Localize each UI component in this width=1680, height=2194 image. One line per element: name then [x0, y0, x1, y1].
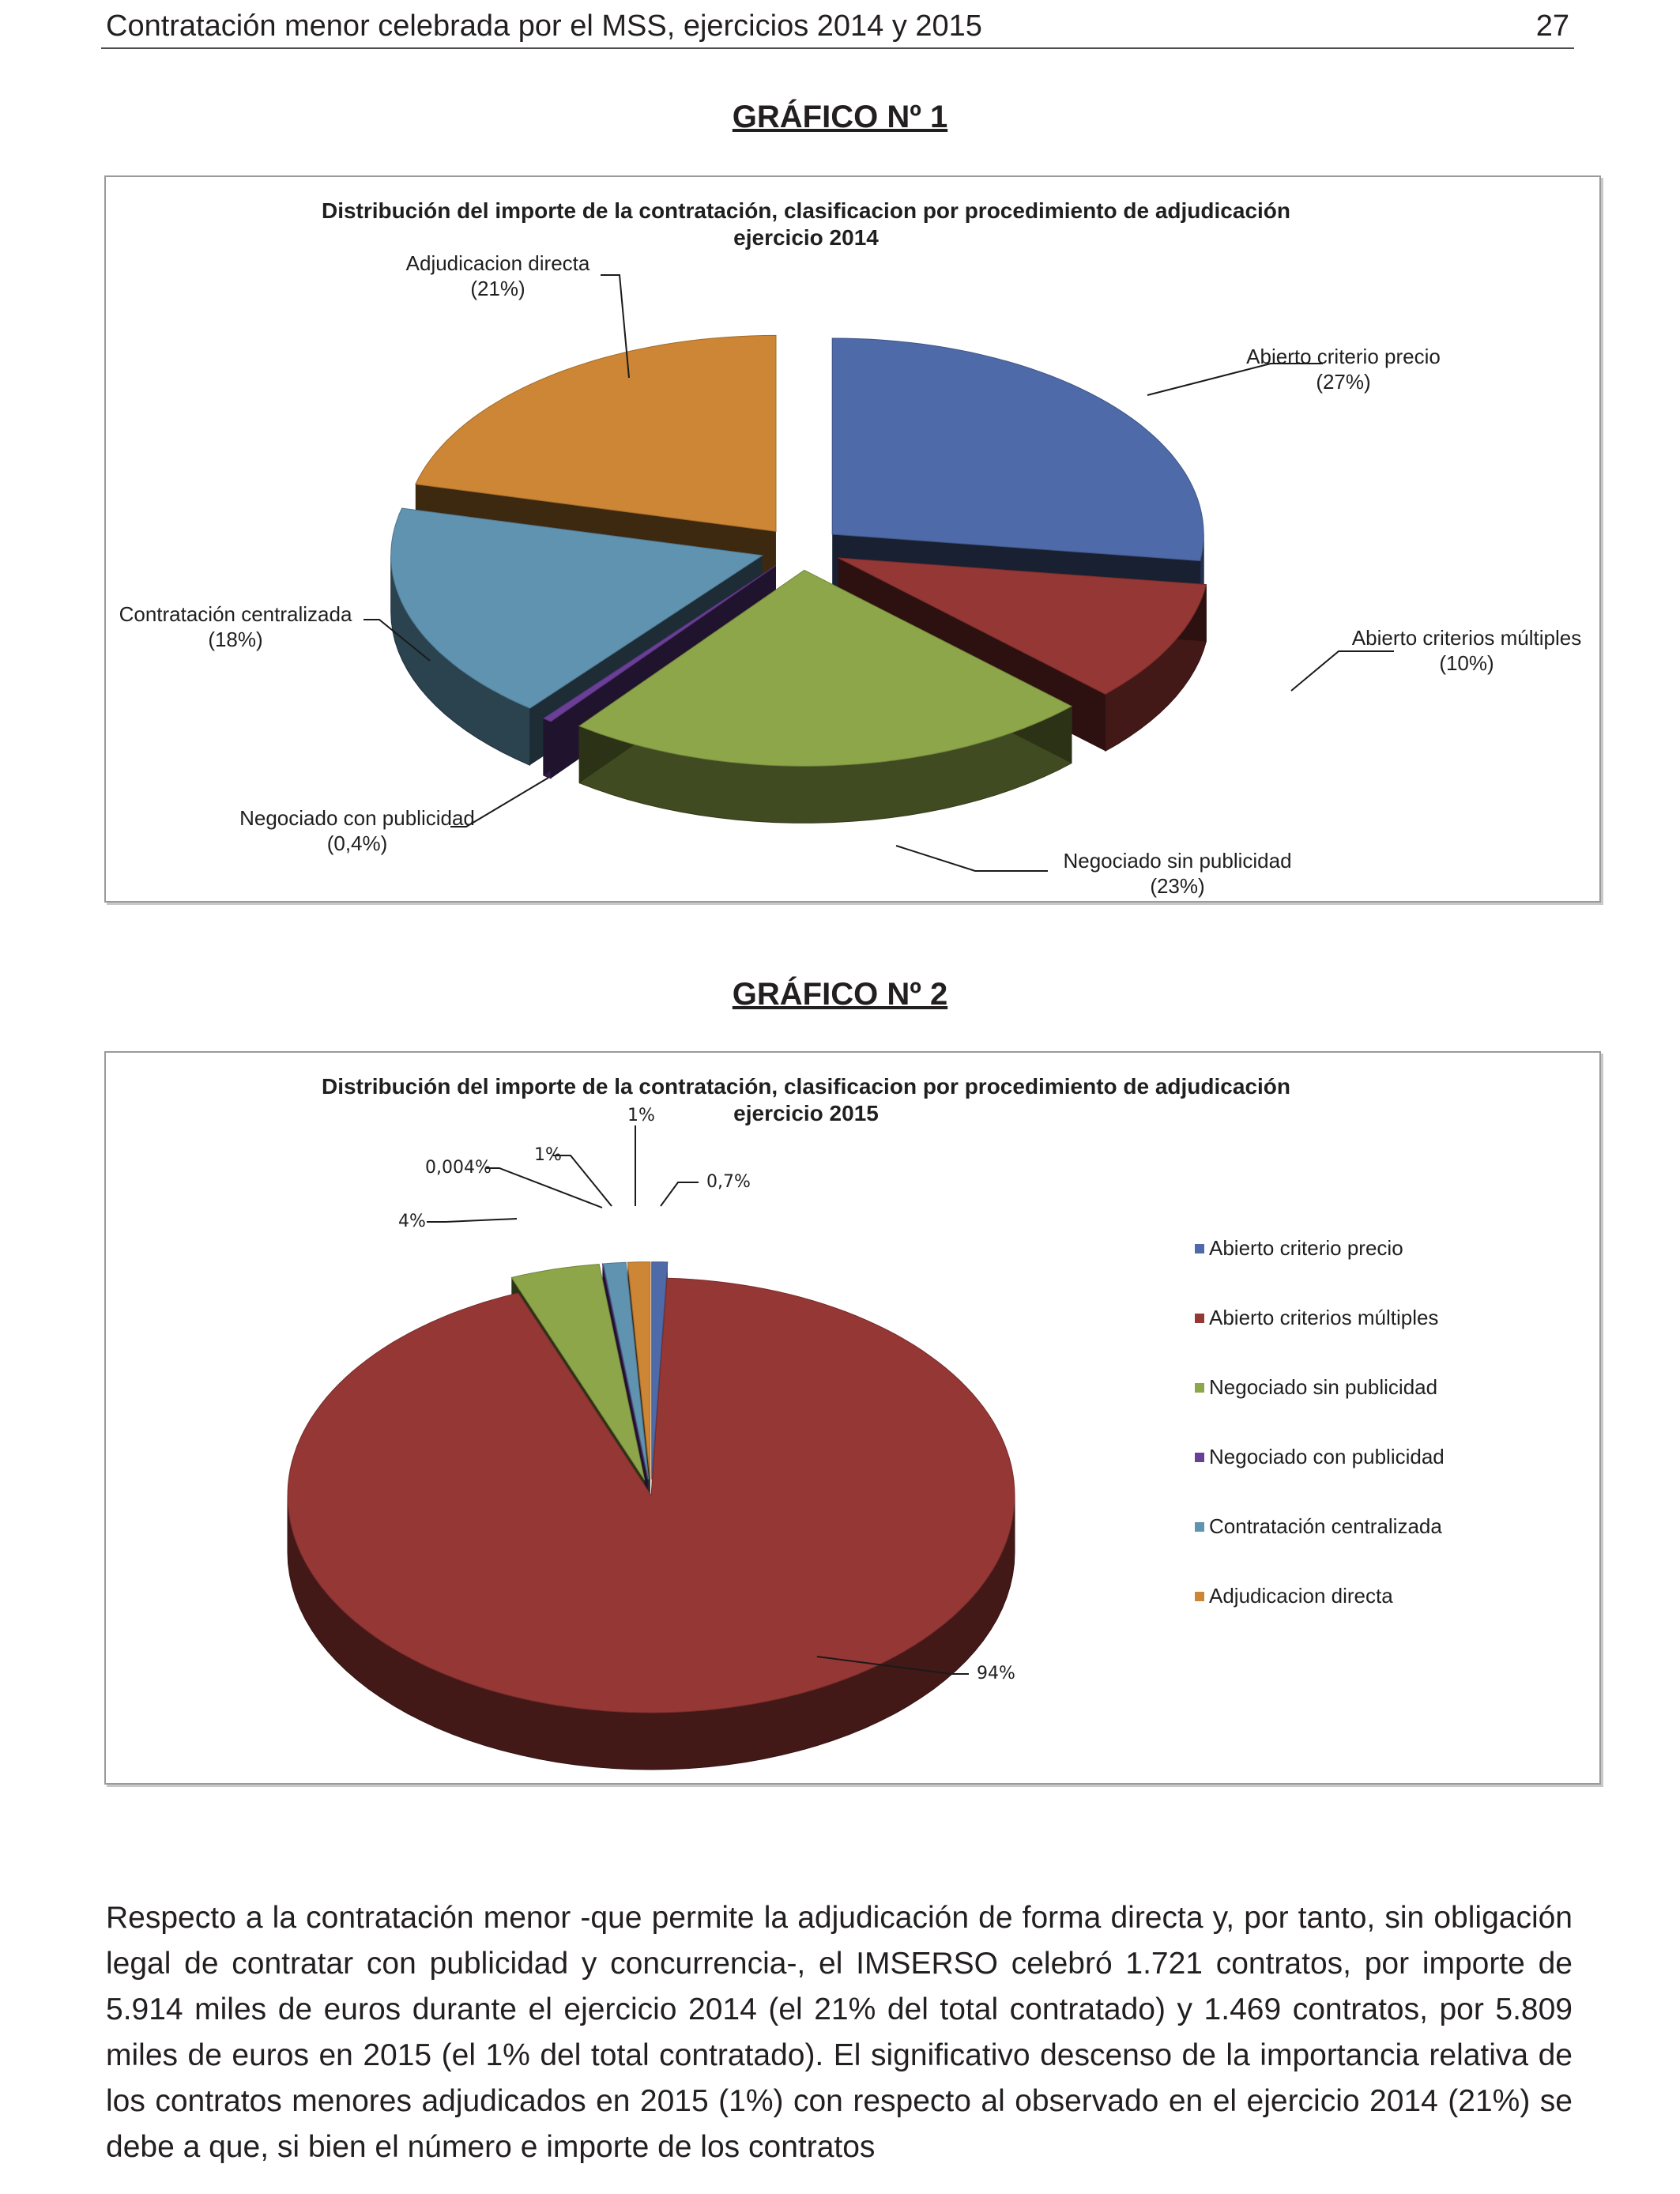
- legend-swatch: [1195, 1522, 1204, 1532]
- label-adjudicacion-directa: [406, 251, 629, 378]
- legend-item-contratacion-centralizada: [1195, 1514, 1442, 1538]
- legend-label: Contratación centralizada: [1209, 1514, 1442, 1538]
- label-negociado-sin-publicidad: [398, 1212, 517, 1231]
- legend-swatch: [1195, 1244, 1204, 1253]
- legend-swatch: [1195, 1592, 1204, 1601]
- label-abierto-criterio-precio: [1147, 345, 1441, 395]
- label-adjudicacion-directa: [627, 1106, 655, 1206]
- slice-percent: 4%: [398, 1212, 426, 1231]
- figure-2-heading: GRÁFICO Nº 2: [732, 977, 948, 1012]
- chart-title-line1: Distribución del importe de la contratación, clasificacion por procedimiento de adjudicación: [321, 1074, 1291, 1099]
- pie-chart-2015: [106, 1053, 1599, 1783]
- legend-item-abierto-criterio-precio: [1195, 1236, 1403, 1260]
- slice-percent: (23%): [1150, 874, 1205, 898]
- label-abierto-criterio-precio: [661, 1172, 751, 1206]
- legend-item-negociado-sin-publicidad: [1195, 1375, 1437, 1399]
- label-negociado-sin-publicidad: [896, 846, 1292, 898]
- chart-title-line2: ejercicio 2014: [733, 225, 879, 250]
- slice-percent: 94%: [977, 1664, 1015, 1683]
- chart-title-line1: Distribución del importe de la contratación, clasificacion por procedimiento de adjudicación: [321, 198, 1291, 223]
- slice-percent: 0,004%: [425, 1158, 492, 1178]
- slice-abierto-criterios-multiples: [288, 1278, 1015, 1770]
- legend-swatch: [1195, 1314, 1204, 1323]
- body-paragraph: Respecto a la contratación menor -que permite la adjudicación de forma directa y, por tanto, sin obligación legal de contratar con publicidad y concurrencia-, el IMSERSO celebró 1.721 contratos, por importe de 5.914 miles de euros durante el ejercicio 2014 (el 21% del total contratado) y 1.469 contratos, por 5.809 miles de euros en 2015 (el 1% del total contratado). El significativo descenso de la importancia relativa de los contratos menores adjudicados en 2015 (1%) con respecto al observado en el ejercicio 2014 (21%) se debe a que, si bien el número e importe de los contratos: [106, 1901, 1573, 2164]
- legend-item-adjudicacion-directa: [1195, 1584, 1393, 1608]
- slice-name: Negociado con publicidad: [239, 806, 475, 830]
- legend-label: Negociado con publicidad: [1209, 1445, 1445, 1468]
- slice-percent: (0,4%): [326, 831, 388, 855]
- slice-percent: 1%: [534, 1145, 562, 1165]
- legend-item-negociado-con-publicidad: [1195, 1445, 1445, 1468]
- legend-item-abierto-criterios-multiples: [1195, 1306, 1438, 1329]
- running-title: Contratación menor celebrada por el MSS, ejercicios 2014 y 2015: [106, 9, 982, 43]
- legend-label: Abierto criterio precio: [1209, 1236, 1403, 1260]
- label-contratacion-centralizada: [119, 602, 430, 661]
- pie-chart-2014: [106, 177, 1599, 901]
- legend-label: Adjudicacion directa: [1209, 1584, 1393, 1608]
- slice-name: Adjudicacion directa: [405, 251, 590, 275]
- figure-1-heading: GRÁFICO Nº 1: [732, 100, 948, 134]
- page-number: 27: [1535, 9, 1569, 43]
- slice-name: Abierto criterios múltiples: [1351, 626, 1582, 650]
- slice-percent: 0,7%: [706, 1172, 751, 1192]
- slice-name: Abierto criterio precio: [1246, 345, 1441, 368]
- label-abierto-criterios-multiples: [1291, 626, 1581, 691]
- chart-2015-frame: [104, 1051, 1601, 1785]
- slice-name: Contratación centralizada: [119, 602, 352, 626]
- slice-percent: 1%: [627, 1106, 655, 1125]
- chart-2014-frame: [104, 175, 1601, 903]
- label-negociado-con-publicidad: [239, 778, 548, 855]
- legend-swatch: [1195, 1383, 1204, 1393]
- page-header: [101, 5, 1574, 49]
- slice-percent: (10%): [1439, 651, 1494, 675]
- legend-label: Negociado sin publicidad: [1209, 1375, 1438, 1399]
- slice-name: Negociado sin publicidad: [1063, 849, 1292, 873]
- legend-swatch: [1195, 1453, 1204, 1462]
- legend-label: Abierto criterios múltiples: [1209, 1306, 1439, 1329]
- slice-percent: (18%): [208, 628, 263, 651]
- slice-percent: (27%): [1316, 370, 1371, 394]
- chart-title-line2: ejercicio 2015: [733, 1101, 879, 1125]
- slice-percent: (21%): [470, 277, 525, 300]
- label-negociado-con-publicidad: [425, 1158, 602, 1208]
